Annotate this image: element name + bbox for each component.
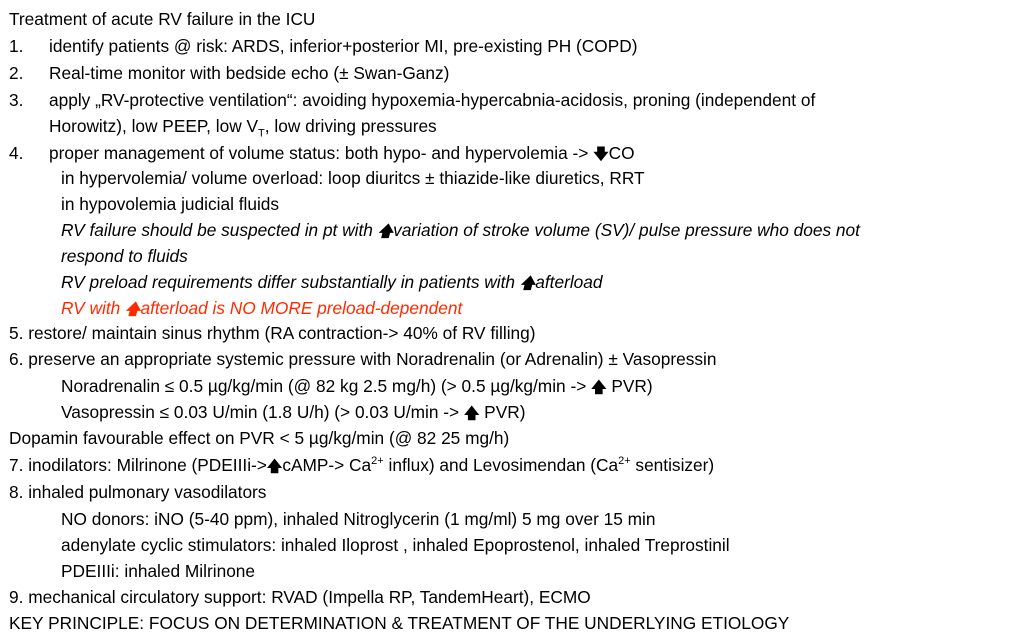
- item-number: 4.: [9, 143, 24, 163]
- arrow-up-icon: 🡅: [519, 275, 536, 292]
- note-text: RV preload requirements differ substantially in patients with: [61, 272, 520, 292]
- arrow-down-icon: 🡇: [593, 146, 609, 163]
- item-text: proper management of volume status: both hypo- and hypervolemia ->: [49, 143, 594, 163]
- superscript-charge: 2+: [618, 455, 631, 468]
- note-text: RV failure should be suspected in pt with: [61, 220, 378, 240]
- item-number: 1.: [9, 36, 24, 56]
- item-text-d: sentisizer): [630, 455, 715, 475]
- item-text-end: CO: [608, 143, 635, 163]
- item-text: apply „RV-protective ventilation“: avoiding hypoxemia-hypercabnia-acidosis, proning (independent of: [49, 90, 816, 110]
- item-text-b: cAMP-> Ca: [282, 455, 372, 475]
- note-text-cont: variation of stroke volume (SV)/ pulse pressure who does not: [393, 220, 860, 240]
- item-text-cont: Swan-Ganz): [348, 63, 450, 83]
- item-number: 3.: [9, 90, 24, 110]
- sub-item-hypovolemia: in hypovolemia judicial fluids: [61, 194, 280, 214]
- italic-note-preload: [61, 270, 603, 294]
- list-item-9: 9. mechanical circulatory support: RVAD (Impella RP, TandemHeart), ECMO: [9, 587, 591, 607]
- sub-item-no-donors: NO donors: iNO (5-40 ppm), inhaled Nitroglycerin (1 mg/ml) 5 mg over 15 min: [61, 509, 656, 529]
- list-item-3: [9, 88, 815, 112]
- sub-item-hypervolemia: [61, 166, 645, 190]
- item-number: 2.: [9, 63, 24, 83]
- plus-minus-sign: ±: [339, 63, 349, 83]
- subscript-t: T: [258, 127, 265, 140]
- sub-item-text: Noradrenalin ≤ 0.5 µg/kg/min (@ 82 kg 2.5 mg/h) (> 0.5 µg/kg/min ->: [61, 376, 592, 396]
- item-text-cont: Vasopressin: [617, 349, 717, 369]
- list-item-7: [9, 453, 714, 477]
- item-text-c: influx) and Levosimendan (Ca: [383, 455, 619, 475]
- red-highlight-note: [61, 296, 462, 320]
- note-text-cont: afterload: [535, 272, 603, 292]
- arrow-up-icon: 🡅: [591, 379, 607, 396]
- sub-item-adenylate: adenylate cyclic stimulators: inhaled Iloprost , inhaled Epoprostenol, inhaled Treprostinil: [61, 535, 730, 555]
- arrow-up-icon: 🡅: [377, 223, 394, 240]
- arrow-up-icon: 🡅: [266, 458, 283, 475]
- note-text: RV with: [61, 298, 126, 318]
- italic-note-rv-failure: [61, 218, 860, 242]
- item-text: Real-time monitor with bedside echo (: [49, 63, 340, 83]
- arrow-up-icon: 🡅: [125, 301, 141, 318]
- list-item-3-cont: [49, 114, 437, 138]
- item-text-cont: , low driving pressures: [264, 116, 437, 136]
- item-text: identify patients @ risk: ARDS, inferior+posterior MI, pre-existing PH (COPD): [49, 36, 638, 56]
- note-text-cont: afterload is NO MORE preload-dependent: [140, 298, 463, 318]
- key-principle: KEY PRINCIPLE: FOCUS ON DETERMINATION & TREATMENT OF THE UNDERLYING ETIOLOGY: [9, 613, 790, 633]
- sub-item-pdeiii: PDEIIIi: inhaled Milrinone: [61, 561, 256, 581]
- list-item-1: [9, 34, 638, 58]
- plus-minus-sign: ±: [425, 168, 435, 188]
- plus-minus-sign: ±: [608, 349, 618, 369]
- sub-item-text: Vasopressin ≤ 0.03 U/min (1.8 U/h) (> 0.03 U/min ->: [61, 402, 464, 422]
- list-item-5: 5. restore/ maintain sinus rhythm (RA contraction-> 40% of RV filling): [9, 323, 536, 343]
- arrow-up-icon: 🡅: [463, 405, 480, 422]
- sub-item-noradrenalin: [61, 374, 653, 398]
- sub-item-text-cont: PVR): [606, 376, 653, 396]
- item-text: Horowitz), low PEEP, low V: [49, 116, 259, 136]
- sub-item-text-cont: PVR): [479, 402, 526, 422]
- list-item-4: [9, 141, 635, 165]
- italic-note-rv-failure-cont: respond to fluids: [61, 246, 188, 266]
- list-item-8: 8. inhaled pulmonary vasodilators: [9, 482, 267, 502]
- list-item-2: [9, 61, 449, 85]
- sub-item-text: in hypervolemia/ volume overload: loop diuritcs: [61, 168, 426, 188]
- superscript-charge: 2+: [371, 455, 384, 468]
- item-text: 6. preserve an appropriate systemic pressure with Noradrenalin (or Adrenalin): [9, 349, 609, 369]
- item-text: 7. inodilators: Milrinone (PDEIIIi->: [9, 455, 267, 475]
- list-item-6: [9, 347, 717, 371]
- dopamin-line: Dopamin favourable effect on PVR < 5 µg/kg/min (@ 82 25 mg/h): [9, 428, 510, 448]
- slide-title: Treatment of acute RV failure in the ICU: [9, 9, 316, 29]
- sub-item-vasopressin: [61, 400, 525, 424]
- sub-item-text-cont: thiazide-like diuretics, RRT: [434, 168, 645, 188]
